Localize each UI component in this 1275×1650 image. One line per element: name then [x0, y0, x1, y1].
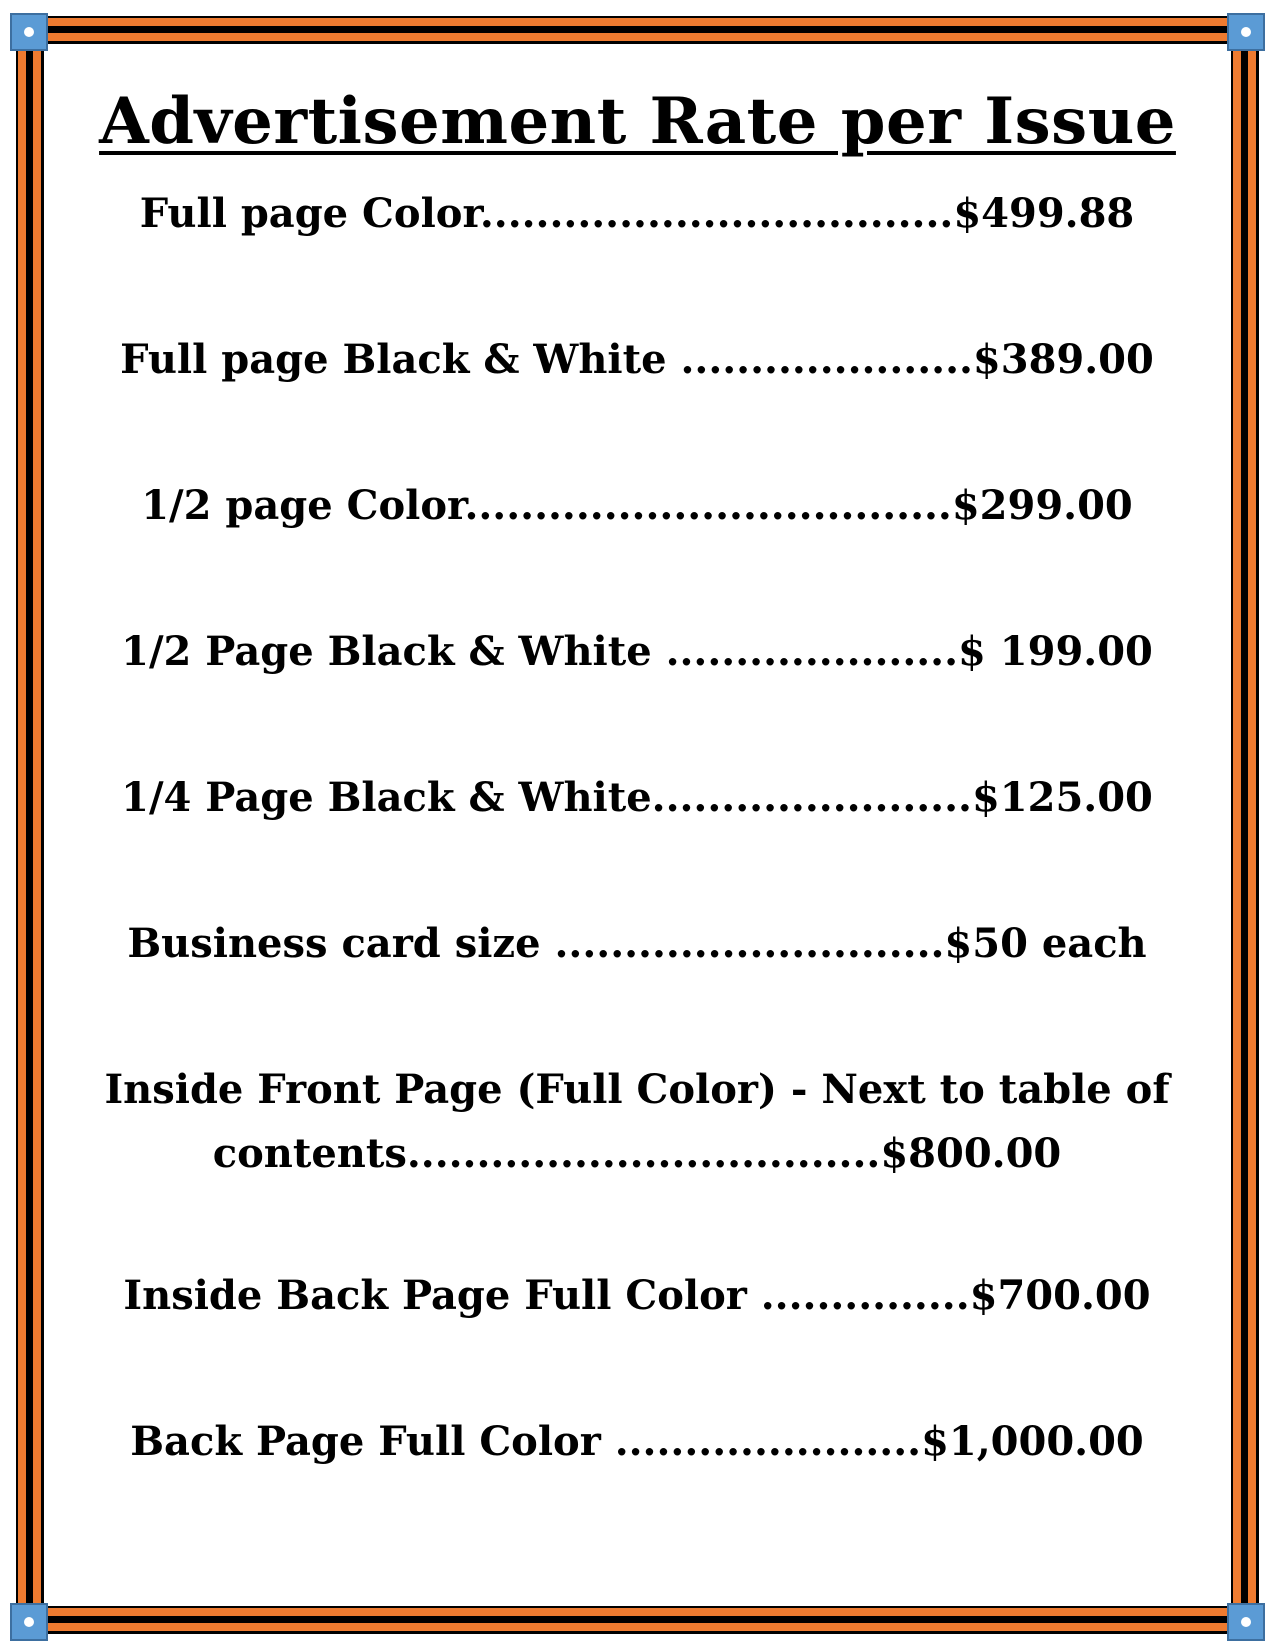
- rate-full-page-color: Full page Color..................................$499.88: [139, 190, 1135, 237]
- rate-quarter-page-bw: 1/4 Page Black & White.......................$125.00: [121, 774, 1153, 821]
- rate-back-page: Back Page Full Color ......................$1,000.00: [130, 1418, 1144, 1465]
- frame-corner-bottom-left: [10, 1603, 48, 1641]
- rate-inside-front-page-line1: Inside Front Page (Full Color) - Next to table of: [104, 1066, 1170, 1113]
- frame-corner-bottom-right: [1227, 1603, 1265, 1641]
- rate-half-page-color: 1/2 page Color...................................$299.00: [141, 482, 1133, 529]
- rate-inside-front-page: [62, 1058, 1212, 1186]
- frame-top-border: [30, 16, 1245, 44]
- rate-half-page-bw: 1/2 Page Black & White .....................$ 199.00: [121, 628, 1153, 675]
- rate-inside-back-page: Inside Back Page Full Color ...............$700.00: [123, 1272, 1151, 1319]
- frame-corner-top-left: [10, 13, 48, 51]
- frame-bottom-border: [30, 1606, 1245, 1634]
- rate-business-card: Business card size ............................$50 each: [127, 920, 1147, 967]
- rate-sheet: [70, 82, 1205, 162]
- frame-corner-top-right: [1227, 13, 1265, 51]
- frame-left-border: [16, 30, 44, 1620]
- frame-right-border: [1231, 30, 1259, 1620]
- rate-inside-front-page-line2: contents..................................$800.00: [212, 1130, 1062, 1177]
- page-title: Advertisement Rate per Issue: [99, 84, 1176, 159]
- rate-full-page-bw: Full page Black & White .....................$389.00: [120, 336, 1154, 383]
